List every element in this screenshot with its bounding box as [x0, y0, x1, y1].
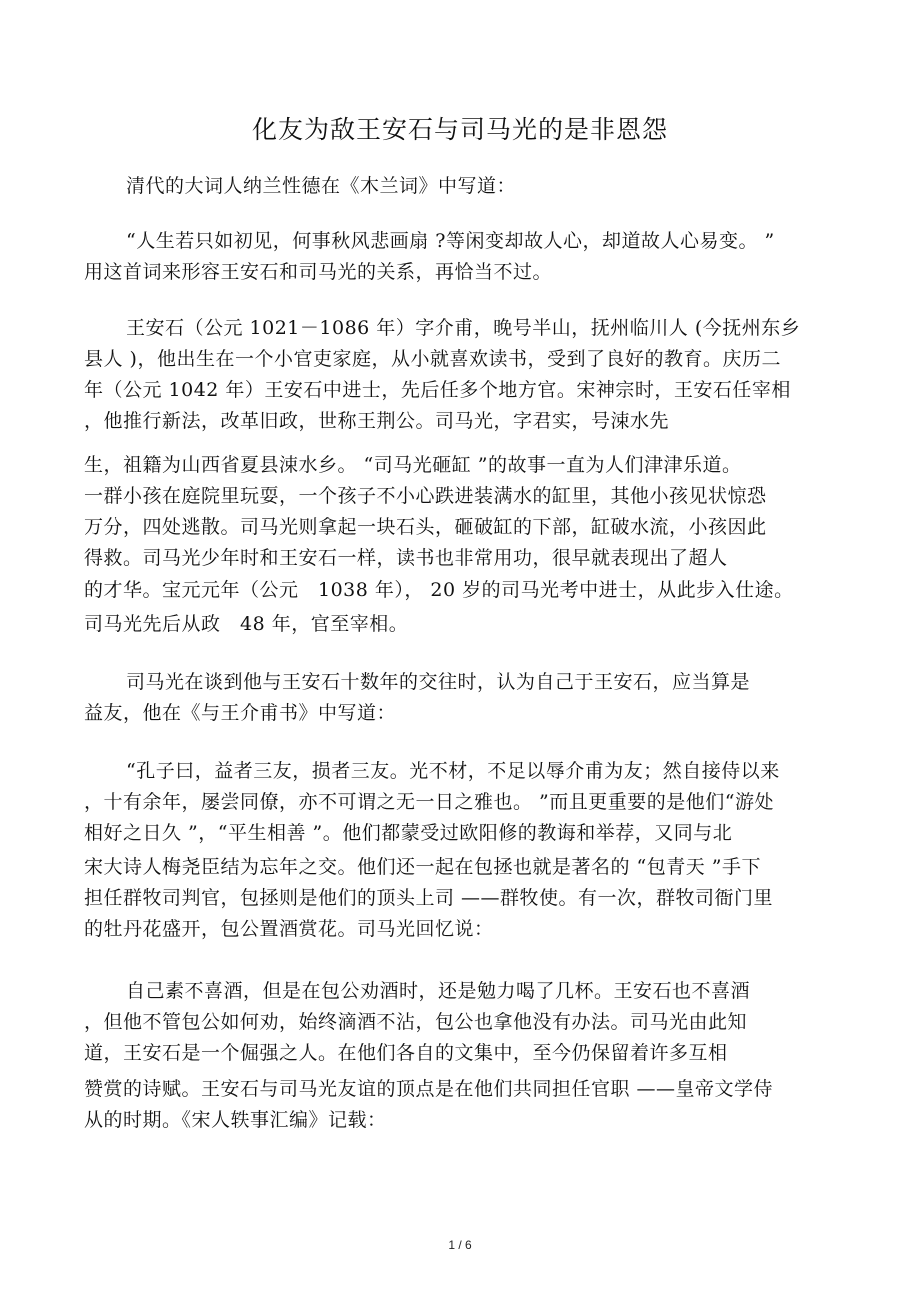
text-line: 司马光在谈到他与王安石十数年的交往时，认为自己于王安石，应当算是: [126, 671, 751, 693]
text-line: ，他推行新法，改革旧政，世称王荆公。司马光，字君实，号涑水先: [84, 410, 670, 432]
text-line: 一群小孩在庭院里玩耍，一个孩子不小心跌进装满水的缸里，其他小孩见状惊恐: [84, 485, 767, 507]
text-line: “孔子曰，益者三友，损者三友。光不材，不足以辱介甫为友；然自接侍以来: [126, 760, 780, 782]
text-line: 司马光先后从政 48 年，官至宰相。: [84, 613, 409, 635]
document-title: 化友为敌王安石与司马光的是非恩怨: [251, 115, 668, 144]
text-line: 万分，四处逃散。司马光则拿起一块石头，砸破缸的下部，缸破水流，小孩因此: [84, 516, 767, 538]
text-line: 自己素不喜酒，但是在包公劝酒时，还是勉力喝了几杯。王安石也不喜酒: [126, 980, 751, 1002]
text-line: ，但他不管包公如何劝，始终滴酒不沾，包公也拿他没有办法。司马光由此知: [84, 1011, 748, 1033]
text-line: 从的时期。《宋人轶事汇编》记载：: [84, 1109, 387, 1131]
text-line: 生，祖籍为山西省夏县涑水乡。 “司马光砸缸 ”的故事一直为人们津津乐道。: [84, 454, 742, 476]
text-line: 担任群牧司判官，包拯则是他们的顶头上司 ——群牧使。有一次，群牧司衙门里: [84, 887, 774, 909]
text-line: 得救。司马光少年时和王安石一样，读书也非常用功，很早就表现出了超人: [84, 547, 728, 569]
text-line: ，十有余年，屡尝同僚，亦不可谓之无一日之雅也。 ”而且更重要的是他们“游处: [84, 791, 774, 813]
text-line: 年（公元 1042 年）王安石中进士，先后任多个地方官。宋神宗时，王安石任宰相: [84, 379, 791, 401]
text-line: 益友，他在《与王介甫书》中写道：: [84, 702, 397, 724]
page-number: 1 / 6: [448, 1238, 472, 1252]
text-line: 的才华。宝元元年（公元 1038 年）， 20 岁的司马光考中进士，从此步入仕途。: [84, 579, 794, 601]
text-line: 的牡丹花盛开，包公置酒赏花。司马光回忆说：: [84, 918, 494, 940]
text-line: “人生若只如初见，何事秋风悲画扇 ?等闲变却故人心，却道故人心易变。 ”: [126, 230, 775, 252]
text-line: 赞赏的诗赋。王安石与司马光友谊的顶点是在他们共同担任官职 ——皇帝文学侍: [84, 1078, 774, 1100]
text-line: 相好之日久 ”，“平生相善 ”。他们都蒙受过欧阳修的教诲和举荐，又同与北: [84, 822, 733, 844]
text-line: 清代的大词人纳兰性德在《木兰词》中写道：: [126, 175, 517, 197]
text-line: 宋大诗人梅尧臣结为忘年之交。他们还一起在包拯也就是著名的 “包青天 ”手下: [84, 856, 762, 878]
text-line: 王安石（公元 1021－1086 年）字介甫，晚号半山，抚州临川人 (今抚州东乡: [126, 317, 801, 339]
text-line: 用这首词来形容王安石和司马光的关系，再恰当不过。: [84, 261, 553, 283]
text-line: 道，王安石是一个倔强之人。在他们各自的文集中，至今仍保留着许多互相: [84, 1042, 728, 1064]
text-line: 县人 )，他出生在一个小官吏家庭，从小就喜欢读书，受到了良好的教育。庆历二: [84, 348, 781, 370]
